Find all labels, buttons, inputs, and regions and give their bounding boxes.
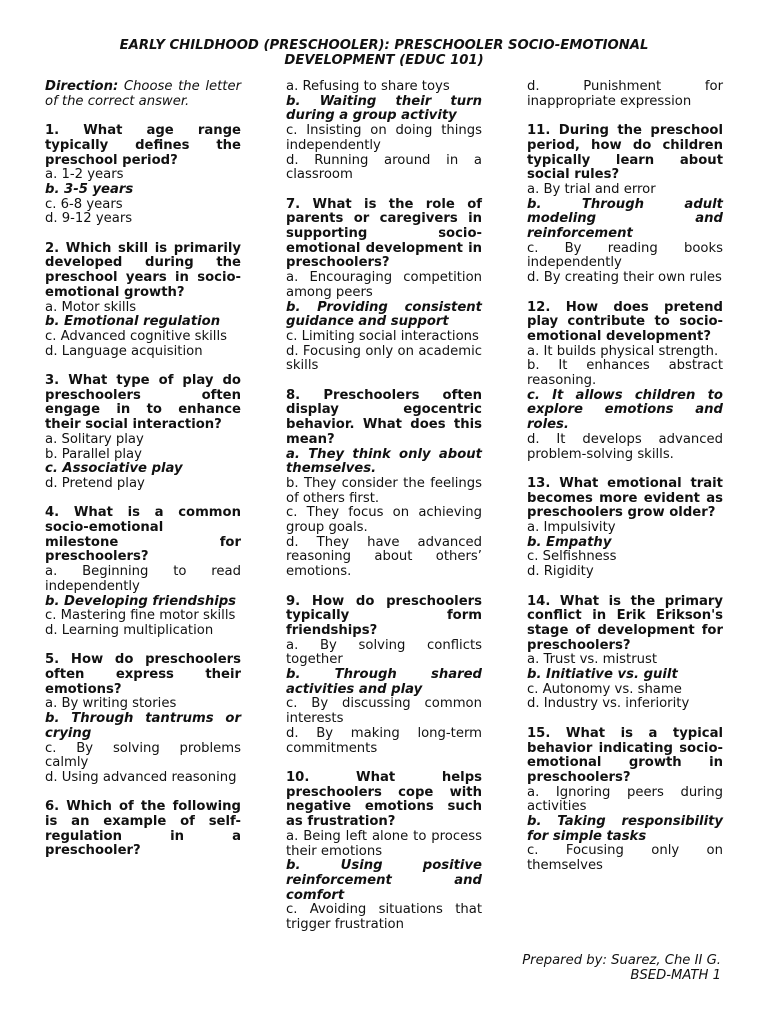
- option-c-answer: c. Associative play: [45, 461, 183, 477]
- question-4: [45, 506, 241, 638]
- option-a: a. Encouraging competition among peers: [286, 270, 482, 300]
- credit-author: Prepared by: Suarez, Che II G.: [522, 953, 721, 968]
- question-7: [286, 198, 482, 374]
- option-c: c. By solving problems calmly: [45, 740, 241, 771]
- direction: [45, 80, 241, 109]
- option-d: d. By making long-term commitments: [286, 725, 482, 756]
- title-line-2: DEVELOPMENT (EDUC 101): [284, 53, 484, 68]
- question-stem: 15. What is a typical behavior indicating socio-emotional growth in preschoolers?: [527, 725, 723, 785]
- credit-program: BSED-MATH 1: [630, 968, 721, 983]
- question-14: [527, 595, 723, 713]
- option-a: a. Solitary play: [45, 431, 144, 447]
- question-stem: 8. Preschoolers often display egocentric behavior. What does this mean?: [286, 387, 482, 447]
- option-a: a. Impulsivity: [527, 520, 616, 536]
- option-b-answer: b. 3-5 years: [45, 181, 134, 197]
- option-d: d. 9-12 years: [45, 211, 133, 227]
- question-stem: 5. How do preschoolers often express their emotions?: [45, 652, 241, 697]
- question-stem: 9. How do preschoolers typically form friendships?: [286, 593, 482, 638]
- option-b-answer: b. Through tantrums or crying: [45, 711, 241, 741]
- question-stem: 2. Which skill is primarily developed during the preschool years in socio-emotional growth?: [45, 240, 241, 300]
- option-d: d. Rigidity: [527, 564, 594, 580]
- question-12: [527, 301, 723, 463]
- option-d: d. Focusing only on academic skills: [286, 343, 482, 374]
- option-b-answer: b. Waiting their turn during a group activity: [286, 93, 482, 124]
- option-a: a. Being left alone to process their emotions: [286, 828, 482, 859]
- option-c: c. By discussing common interests: [286, 696, 482, 727]
- worksheet-title: [0, 38, 768, 68]
- question-stem: 12. How does pretend play contribute to socio-emotional development?: [527, 299, 723, 344]
- question-6-stem-block: [45, 800, 241, 859]
- question-10-continued: [527, 80, 723, 109]
- option-d: d. Using advanced reasoning: [45, 769, 237, 785]
- option-d: d. Language acquisition: [45, 343, 203, 359]
- option-d: d. Punishment for inappropriate expression: [527, 79, 723, 109]
- option-d: d. They have advanced reasoning about others’ emotions.: [286, 534, 482, 580]
- option-a: a. It builds physical strength.: [527, 343, 719, 359]
- option-d: d. Learning multiplication: [45, 622, 214, 638]
- option-b-answer: b. Empathy: [527, 534, 612, 550]
- direction-text: Choose the letter of the correct answer.: [45, 79, 241, 109]
- option-b: b. It enhances abstract reasoning.: [527, 358, 723, 389]
- option-d: d. Running around in a classroom: [286, 152, 482, 183]
- question-stem: 6. Which of the following is an example of self-regulation in a preschooler?: [45, 799, 241, 859]
- question-9: [286, 595, 482, 757]
- question-6-options: [286, 80, 482, 183]
- option-b-answer: b. Providing consistent guidance and support: [286, 299, 482, 330]
- option-d: d. Industry vs. inferiority: [527, 696, 690, 712]
- column-1: [45, 80, 241, 859]
- direction-label: Direction:: [45, 79, 119, 94]
- question-2: [45, 242, 241, 360]
- option-c: c. They focus on achieving group goals.: [286, 505, 482, 536]
- option-b-answer: b. Developing friendships: [45, 593, 237, 609]
- option-a: a. Trust vs. mistrust: [527, 652, 658, 668]
- option-a: a. By trial and error: [527, 181, 656, 197]
- option-c: c. Selfishness: [527, 549, 617, 565]
- option-a: a. By solving conflicts together: [286, 637, 482, 668]
- option-b-answer: b. Taking responsibility for simple tasks: [527, 814, 723, 844]
- option-c: c. Mastering fine motor skills: [45, 608, 236, 624]
- option-b-answer: b. Using positive reinforcement and comfort: [286, 858, 482, 903]
- option-a: a. Refusing to share toys: [286, 79, 450, 94]
- question-8: [286, 389, 482, 580]
- question-stem: 11. During the preschool period, how do children typically learn about social rules?: [527, 123, 723, 183]
- option-a: a. 1-2 years: [45, 167, 124, 183]
- option-b-answer: b. Emotional regulation: [45, 314, 221, 330]
- question-11: [527, 124, 723, 286]
- option-c-answer: c. It allows children to explore emotions and roles.: [527, 387, 723, 433]
- question-1: [45, 124, 241, 227]
- option-c: c. Insisting on doing things independently: [286, 123, 482, 153]
- question-13: [527, 477, 723, 580]
- option-b-answer: b. Through adult modeling and reinforcement: [527, 196, 723, 242]
- question-10: [286, 771, 482, 933]
- prepared-by-credit: [522, 953, 721, 983]
- option-c: c. 6-8 years: [45, 196, 123, 212]
- option-d: d. It develops advanced problem-solving skills.: [527, 431, 723, 462]
- column-3: [527, 80, 723, 874]
- question-5: [45, 653, 241, 785]
- option-c: c. Limiting social interactions: [286, 328, 479, 344]
- option-d: d. By creating their own rules: [527, 270, 722, 286]
- title-line-1: EARLY CHILDHOOD (PRESCHOOLER): PRESCHOOLER SOCIO-EMOTIONAL: [119, 38, 649, 53]
- option-a-answer: a. They think only about themselves.: [286, 446, 482, 477]
- question-stem: 10. What helps preschoolers cope with negative emotions such as frustration?: [286, 769, 482, 830]
- column-2: [286, 80, 482, 933]
- question-stem: 13. What emotional trait becomes more evident as preschoolers grow older?: [527, 475, 723, 521]
- option-b: b. They consider the feelings of others first.: [286, 475, 482, 506]
- option-a: a. Beginning to read independently: [45, 564, 241, 594]
- option-b-answer: b. Initiative vs. guilt: [527, 667, 678, 683]
- question-stem: 7. What is the role of parents or caregivers in supporting socio-emotional development in preschoolers?: [286, 196, 482, 271]
- option-b-answer: b. Through shared activities and play: [286, 667, 482, 697]
- option-c: c. Advanced cognitive skills: [45, 328, 227, 344]
- option-d: d. Pretend play: [45, 475, 145, 491]
- option-b: b. Parallel play: [45, 446, 142, 462]
- question-stem: 14. What is the primary conflict in Erik Erikson's stage of development for preschoolers?: [527, 593, 723, 653]
- option-a: a. Ignoring peers during activities: [527, 784, 723, 815]
- option-c: c. Autonomy vs. shame: [527, 681, 682, 697]
- question-stem: 4. What is a common socio-emotional milestone for preschoolers?: [45, 505, 241, 565]
- question-stem: 3. What type of play do preschoolers often engage in to enhance their social interaction?: [45, 373, 241, 433]
- option-a: a. By writing stories: [45, 696, 177, 712]
- question-3: [45, 374, 241, 492]
- option-c: c. Avoiding situations that trigger frustration: [286, 902, 482, 933]
- option-c: c. By reading books independently: [527, 240, 723, 271]
- option-a: a. Motor skills: [45, 299, 137, 315]
- option-c: c. Focusing only on themselves: [527, 843, 723, 874]
- question-15: [527, 727, 723, 874]
- question-stem: 1. What age range typically defines the preschool period?: [45, 123, 241, 168]
